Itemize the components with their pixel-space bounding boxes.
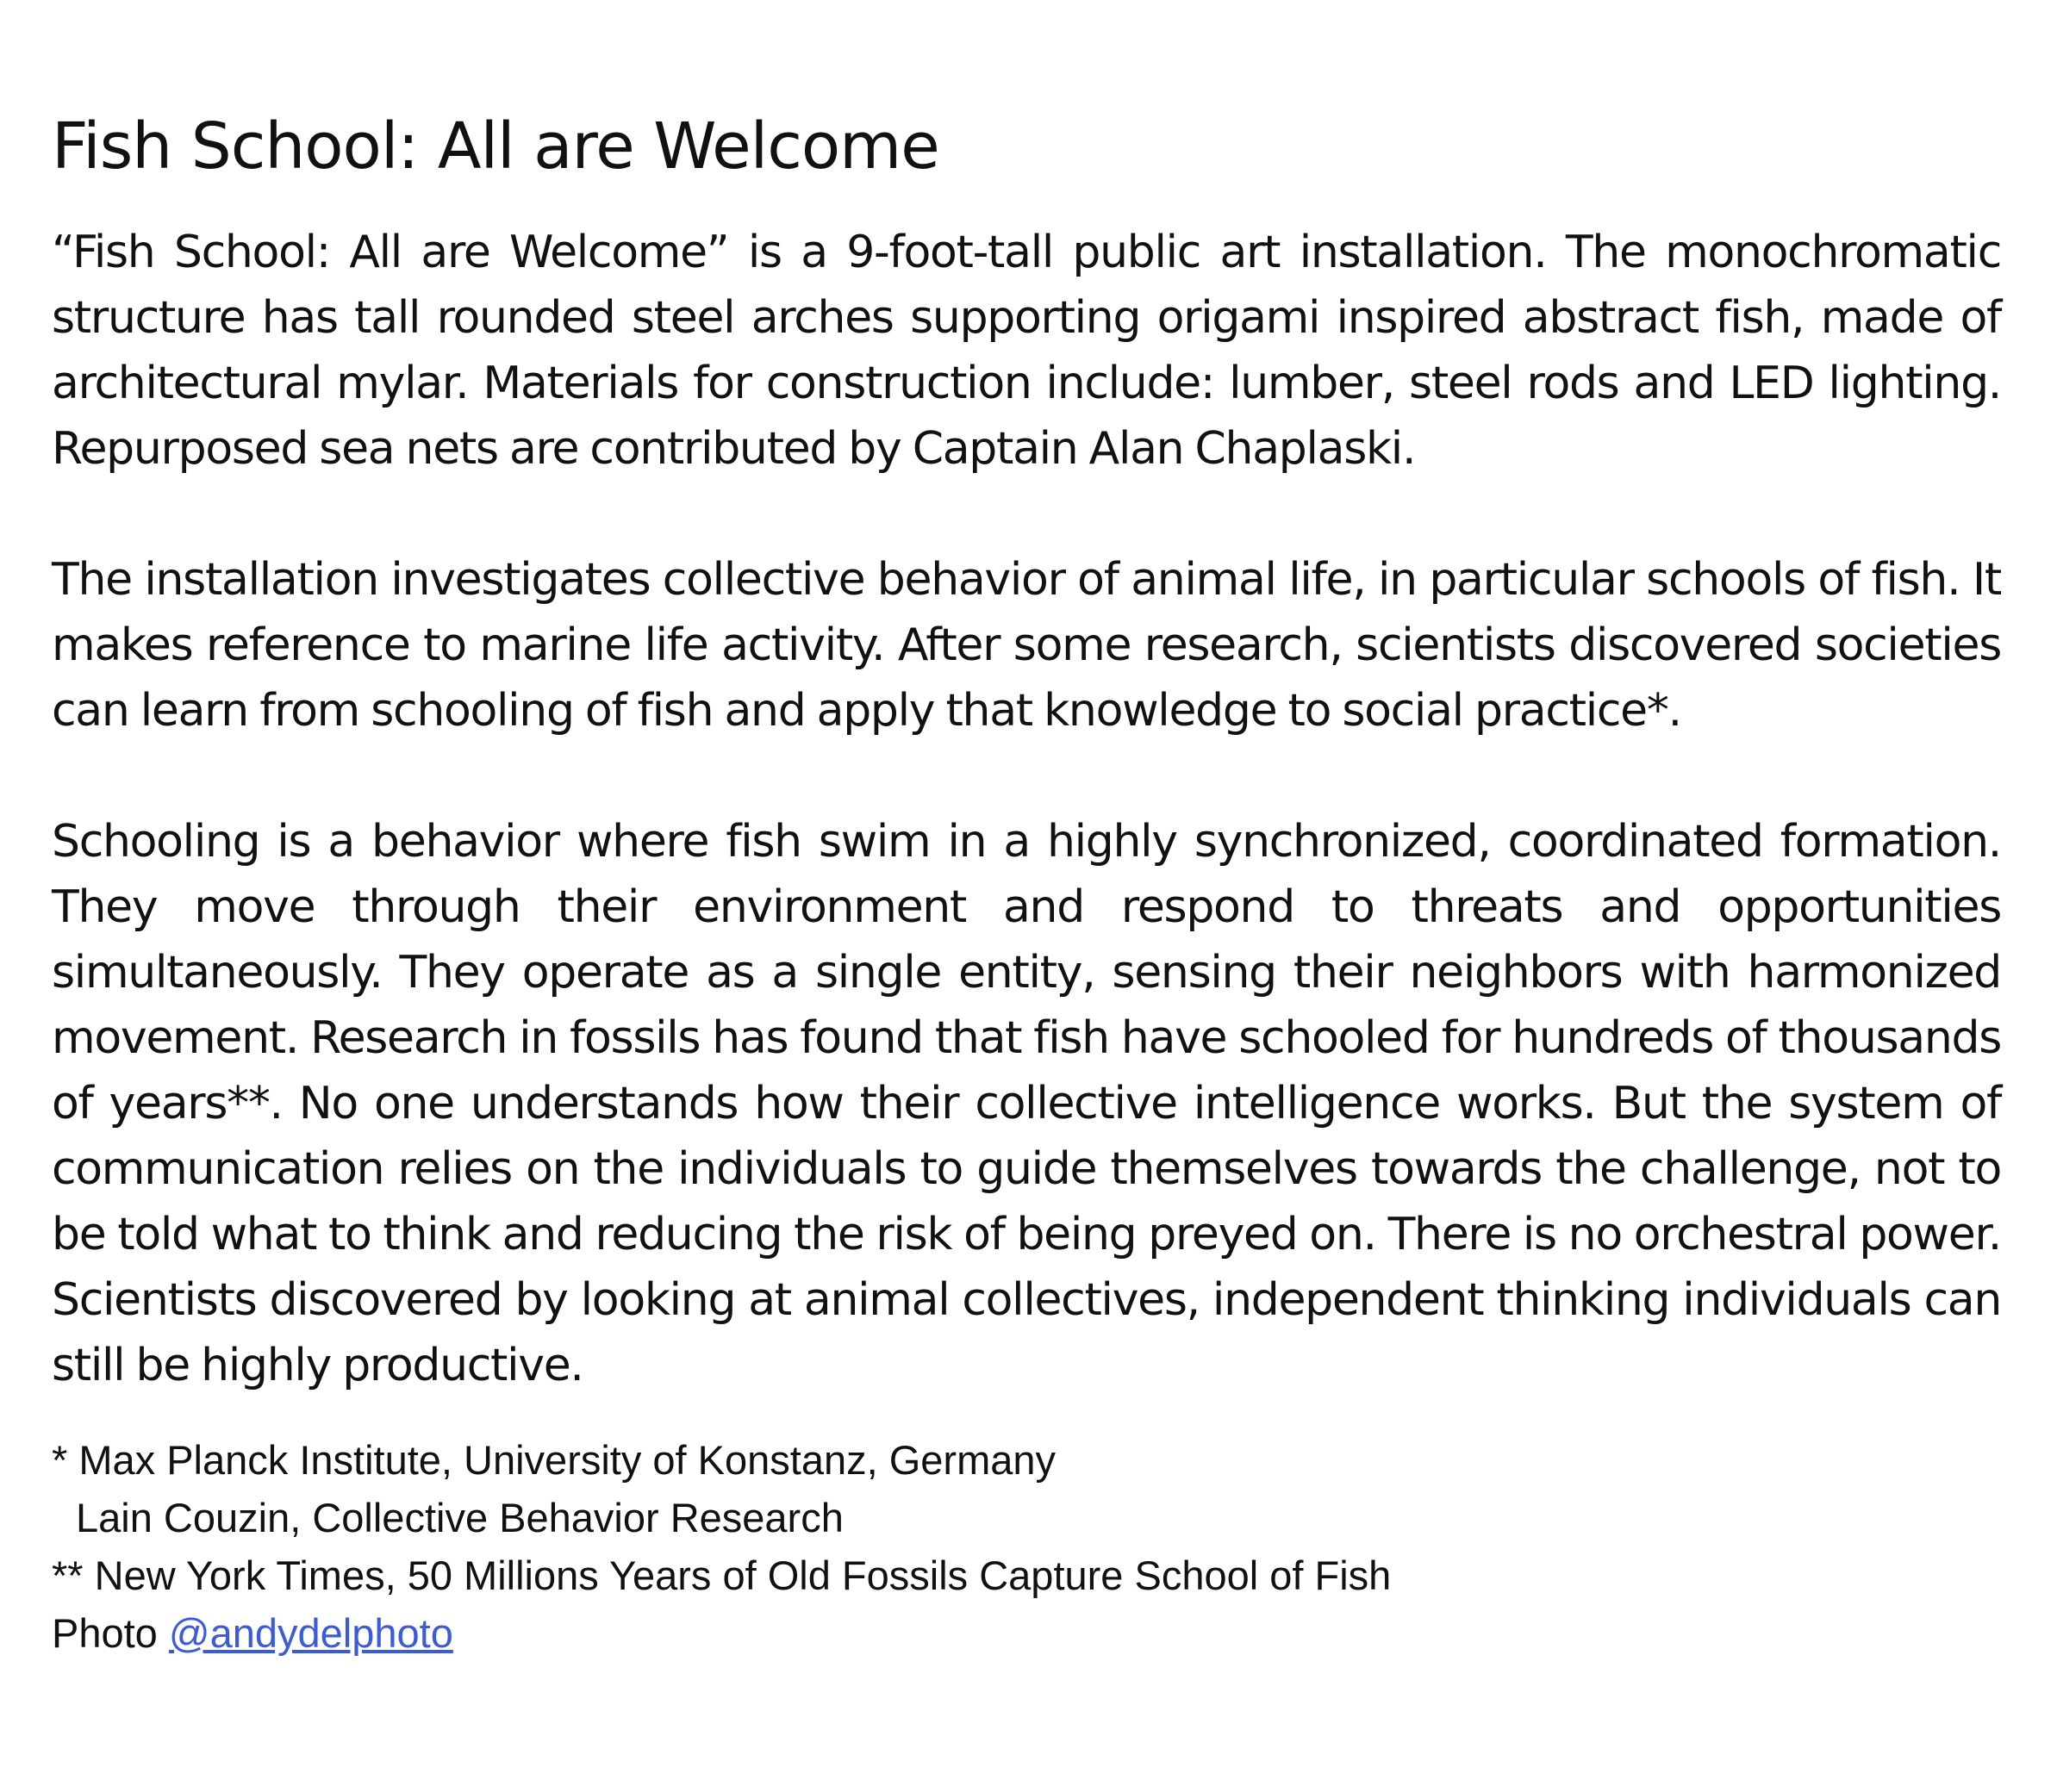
footnote-1-author: Lain Couzin, Collective Behavior Research (76, 1495, 844, 1540)
paragraph-investigation: The installation investigates collective behavior of animal life, in particular schools of fish. It makes reference to marine life activity. After some research, scientists discovered societies can learn from schooling of fish and apply that knowledge to social practice*. (52, 554, 2001, 737)
paragraph-schooling: Schooling is a behavior where fish swim in a highly synchronized, coordinated formation. They move through their environment and respond to threats and opportunities simultaneously. They operate as a single entity, sensing their neighbors with harmonized movement. Research in fossils has found that fish have schooled for hundreds of thousands of years**. No one understands how their collective intelligence works. But the system of communication relies on the individuals to guide themselves towards the challenge, not to be told what to think and reducing the risk of being preyed on. There is no orchestral power. Scientists discovered by looking at animal collectives, independent thinking individuals can still be highly productive. (52, 816, 2001, 1391)
footnote-1-source: * Max Planck Institute, University of Konstanz, Germany (52, 1437, 1057, 1483)
paragraph-intro: “Fish School: All are Welcome” is a 9-foot-tall public art installation. The monochromatic structure has tall rounded steel arches supporting origami inspired abstract fish, made of architectural mylar. Materials for construction include: lumber, steel rods and LED lighting. Repurposed sea nets are contributed by Captain Alan Chaplaski. (52, 227, 2001, 475)
document-page (52, 108, 2001, 1662)
photo-credit-label: Photo (52, 1610, 158, 1656)
photo-credit (52, 1604, 2001, 1662)
photo-credit-link[interactable]: @andydelphoto (168, 1610, 453, 1656)
document-title: Fish School: All are Welcome (52, 109, 939, 184)
footnotes (52, 1431, 2001, 1662)
footnote-2-source: ** New York Times, 50 Millions Years of Old Fossils Capture School of Fish (52, 1552, 1392, 1598)
